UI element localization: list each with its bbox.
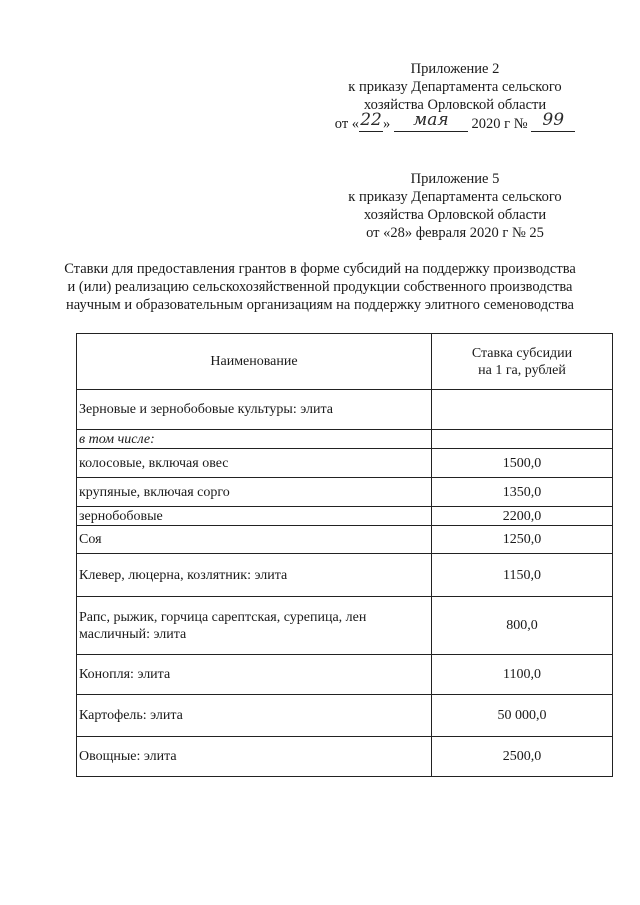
date-month-handwritten: мая <box>413 110 449 130</box>
table-row <box>77 390 613 430</box>
row-rate: 2200,0 <box>432 507 613 526</box>
row-rate: 1350,0 <box>432 478 613 507</box>
table-row <box>77 449 613 478</box>
appendix-original-date-line: от «28» февраля 2020 г № 25 <box>366 225 544 241</box>
appendix-current-date-line <box>300 110 610 133</box>
row-rate: 1100,0 <box>432 655 613 695</box>
row-name: Картофель: элита <box>77 695 432 737</box>
appendix-original-block <box>300 170 610 242</box>
appendix-current-region-line: хозяйства Орловской области <box>363 97 547 113</box>
header-rate <box>432 334 613 390</box>
table-header-row <box>77 334 613 390</box>
row-rate <box>432 430 613 449</box>
row-rate: 1150,0 <box>432 554 613 597</box>
rates-table <box>76 333 613 777</box>
row-name: колосовые, включая овес <box>77 449 432 478</box>
row-name: Зерновые и зернобобовые культуры: элита <box>77 390 432 430</box>
document-title-line-1: Ставки для предоставления грантов в форме субсидий на поддержку производства <box>64 261 576 277</box>
table-row <box>77 507 613 526</box>
order-number-handwritten: 99 <box>542 110 565 130</box>
row-rate: 2500,0 <box>432 737 613 777</box>
document-title-line-3: научным и образовательным организациям на поддержку элитного семеноводства <box>66 297 574 313</box>
table-row <box>77 526 613 554</box>
table-row <box>77 695 613 737</box>
row-rate: 1250,0 <box>432 526 613 554</box>
row-name: Овощные: элита <box>77 737 432 777</box>
row-rate: 50 000,0 <box>432 695 613 737</box>
date-day-handwritten: 22 <box>360 110 382 130</box>
row-name: крупяные, включая сорго <box>77 478 432 507</box>
row-name: в том числе: <box>77 430 432 449</box>
row-name: Соя <box>77 526 432 554</box>
date-suffix: 2020 г № <box>471 116 528 132</box>
date-month-blank <box>394 110 468 132</box>
row-name: зернобобовые <box>77 507 432 526</box>
header-name: Наименование <box>77 334 432 390</box>
appendix-original-order-line: к приказу Департамента сельского <box>348 189 562 205</box>
table-row <box>77 554 613 597</box>
date-day-blank <box>359 110 383 132</box>
document-title-line-2: и (или) реализацию сельскохозяйственной продукции собственного производства <box>67 279 573 295</box>
header-rate-line-1: Ставка субсидии <box>471 345 573 361</box>
appendix-original-title: Приложение 5 <box>410 171 500 187</box>
table-row <box>77 655 613 695</box>
order-number-blank <box>531 110 575 132</box>
row-rate <box>432 390 613 430</box>
table-row <box>77 478 613 507</box>
row-name: Клевер, люцерна, козлятник: элита <box>77 554 432 597</box>
appendix-original-region-line: хозяйства Орловской области <box>363 207 547 223</box>
table-row <box>77 597 613 655</box>
table-row <box>77 737 613 777</box>
date-mid: » <box>383 116 391 132</box>
document-title <box>40 260 600 314</box>
row-rate: 800,0 <box>432 597 613 655</box>
row-name: Конопля: элита <box>77 655 432 695</box>
appendix-current-title: Приложение 2 <box>410 61 500 77</box>
row-name: Рапс, рыжик, горчица сарептская, сурепица, лен масличный: элита <box>77 597 432 655</box>
appendix-current-block <box>300 60 610 133</box>
row-rate: 1500,0 <box>432 449 613 478</box>
header-rate-line-2: на 1 га, рублей <box>478 362 566 378</box>
table-row <box>77 430 613 449</box>
date-prefix: от « <box>334 116 360 132</box>
appendix-current-order-line: к приказу Департамента сельского <box>348 79 562 95</box>
